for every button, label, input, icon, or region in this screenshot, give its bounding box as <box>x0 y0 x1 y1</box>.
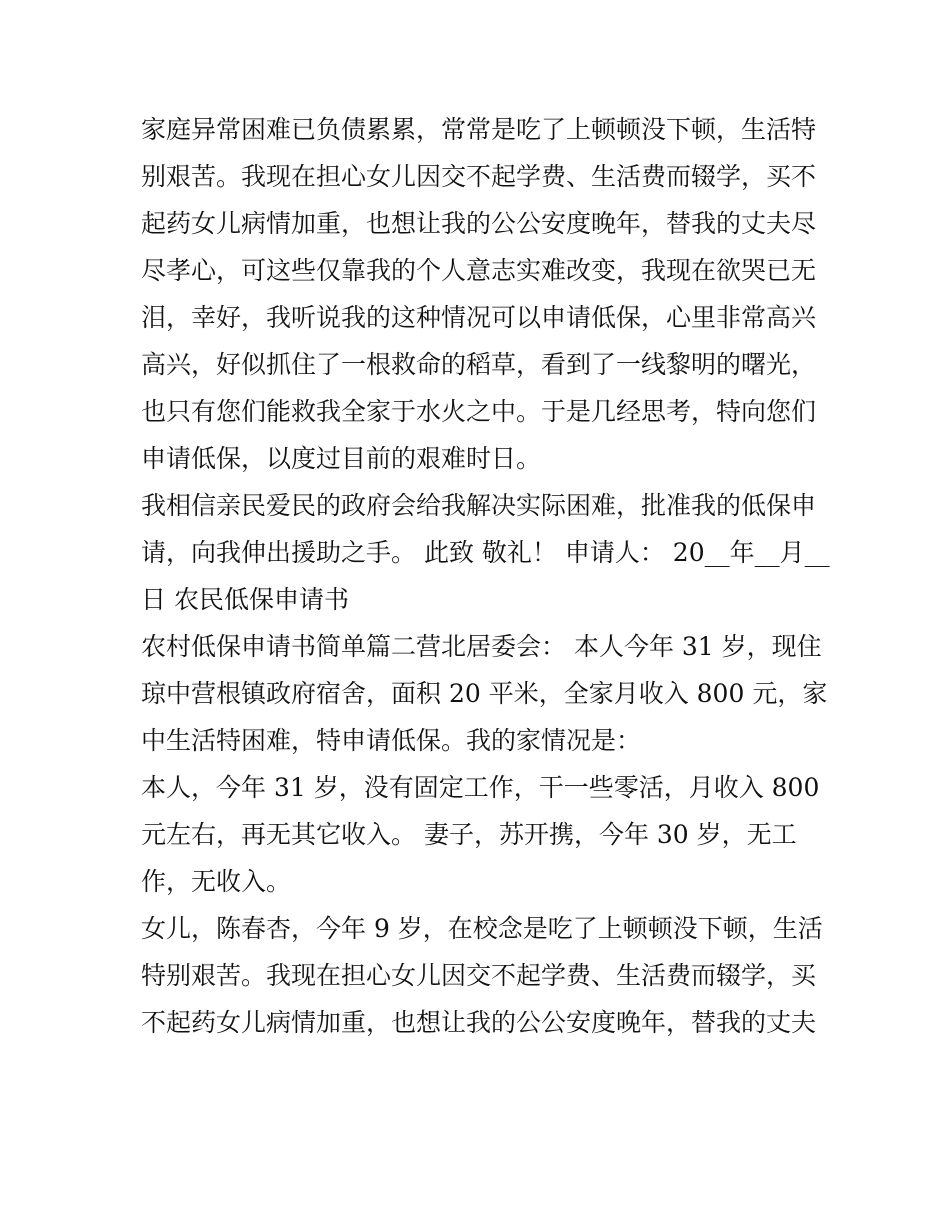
text-line: 家庭异常困难已负债累累，常常是吃了上顿顿没下顿，生活特 <box>141 115 817 144</box>
text-line: 元左右，再无其它收入。 妻子，苏开携，今年 30 岁，无工 <box>141 820 797 849</box>
text-line: 别艰苦。我现在担心女儿因交不起学费、生活费而辍学，买不 <box>141 162 817 191</box>
text-line: 也只有您们能救我全家于水火之中。于是几经思考，特向您们 <box>141 397 817 426</box>
text-line: 起药女儿病情加重，也想让我的公公安度晚年，替我的丈夫尽 <box>141 209 817 238</box>
text-line: 本人，今年 31 岁，没有固定工作，干一些零活，月收入 800 <box>141 773 820 802</box>
text-line: 申请低保，以度过目前的艰难时日。 <box>141 444 542 473</box>
text-line: 琼中营根镇政府宿舍，面积 20 平米，全家月收入 800 元，家 <box>141 679 828 708</box>
text-line: 我相信亲民爱民的政府会给我解决实际困难，批准我的低保申 <box>141 491 817 520</box>
text-line: 作，无收入。 <box>141 867 292 896</box>
text-line: 高兴，好似抓住了一根救命的稻草，看到了一线黎明的曙光， <box>141 350 817 379</box>
text-line: 泪，幸好，我听说我的这种情况可以申请低保，心里非常高兴 <box>141 303 817 332</box>
text-line: 特别艰苦。我现在担心女儿因交不起学费、生活费而辍学，买 <box>141 961 817 990</box>
text-line: 中生活特困难，特申请低保。我的家情况是： <box>141 726 642 755</box>
document-body <box>141 106 830 1046</box>
text-line: 日 农民低保申请书 <box>141 585 349 614</box>
text-line: 农村低保申请书简单篇二营北居委会： 本人今年 31 岁，现住 <box>141 632 822 661</box>
text-line: 女儿，陈春杏，今年 9 岁，在校念是吃了上顿顿没下顿，生活 <box>141 914 823 943</box>
text-line: 请，向我伸出援助之手。 此致 敬礼！ 申请人： 20__年__月__ <box>141 538 830 567</box>
text-line: 尽孝心，可这些仅靠我的个人意志实难改变，我现在欲哭已无 <box>141 256 817 285</box>
text-line: 不起药女儿病情加重，也想让我的公公安度晚年，替我的丈夫 <box>141 1008 817 1037</box>
